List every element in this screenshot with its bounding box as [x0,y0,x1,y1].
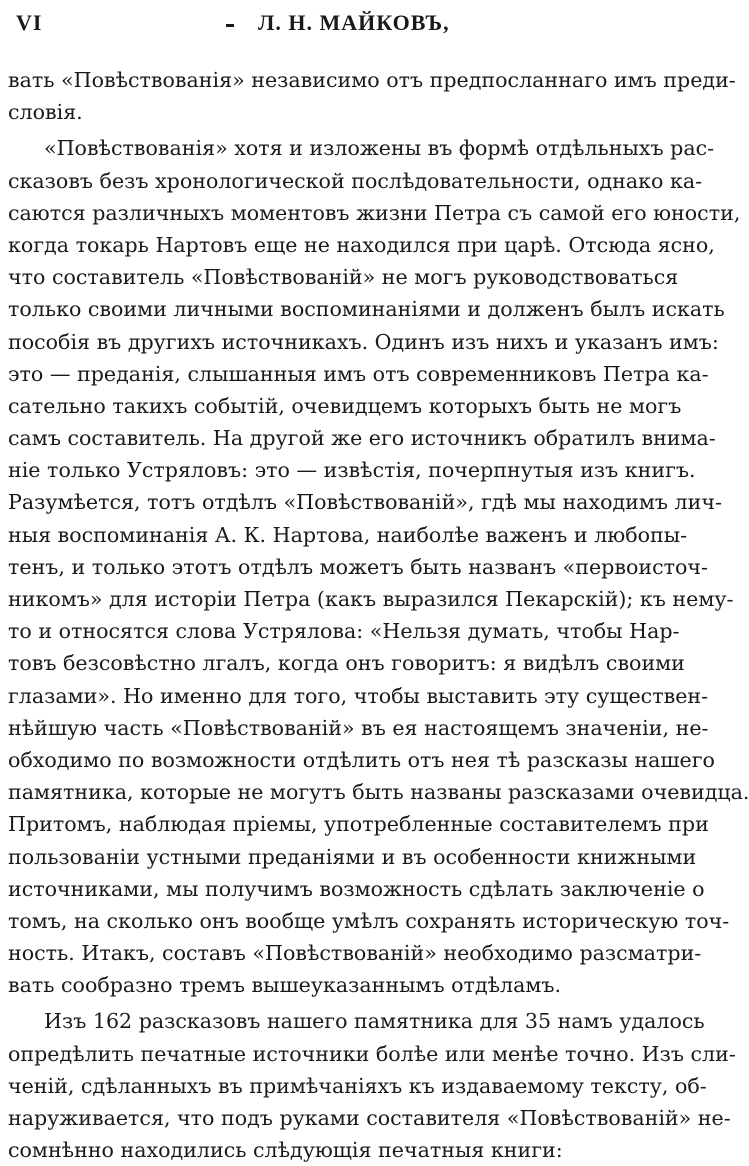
ornament-dash [226,24,234,27]
page-number: VI [16,10,43,35]
text-line: вать сообразно тремъ вышеуказаннымъ отдѣламъ. [8,973,562,998]
text-line: Притомъ, наблюдая пріемы, употребленные составителемъ при [8,812,709,837]
text-line: сательно такихъ событій, очевидцемъ которыхъ быть не могъ [8,393,682,418]
text-line: словія. [8,100,83,125]
text-line: Разумѣется, тотъ отдѣлъ «Повѣствованій», гдѣ мы находимъ лич- [8,490,722,515]
paragraph [8,132,749,1001]
text-line: тенъ, и только этотъ отдѣлъ можетъ быть названъ «первоисточ- [8,554,708,579]
text-line: наруживается, что подъ руками составителя «Повѣствованій» не- [8,1106,731,1130]
text-line: «Повѣствованія» хотя и изложены въ формѣ отдѣльныхъ рас- [44,136,715,161]
text-line: когда токарь Нартовъ еще не находился при царѣ. Отсюда ясно, [8,232,715,257]
text-line: ность. Итакъ, составъ «Повѣствованій» необходимо разсматри- [8,941,702,966]
text-line: Изъ 162 разсказовъ нашего памятника для 35 намъ удалось [44,1009,705,1034]
paragraph [8,1005,736,1166]
paragraph [8,64,736,128]
text-line: ніе только Устряловъ: это — извѣстія, почерпнутыя изъ книгъ. [8,458,696,483]
text-line: ныя воспоминанія А. К. Нартова, наиболѣе важенъ и любопы- [8,522,688,547]
text-line: памятника, которые не могутъ быть названы разсказами очевидца. [8,780,749,805]
text-line: это — преданія, слышанныя имъ отъ современниковъ Петра ка- [8,361,709,386]
text-line: нѣйшую часть «Повѣствованій» въ ея настоящемъ значеніи, не- [8,715,709,740]
text-line: обходимо по возможности отдѣлить отъ нея тѣ разсказы нашего [8,747,715,772]
text-line: томъ, на сколько онъ вообще умѣлъ сохранять историческую точ- [8,908,730,933]
running-title: Л. Н. МАЙКОВЪ, [258,10,450,35]
text-line: ченій, сдѣланныхъ въ примѣчаніяхъ къ издаваемому тексту, об- [8,1073,707,1098]
text-line: сомнѣнно находились слѣдующія печатныя книги: [8,1138,563,1163]
text-line: опредѣлить печатные источники болѣе или менѣе точно. Изъ сли- [8,1041,736,1066]
text-line: вать «Повѣствованія» независимо отъ предпосланнаго имъ преди- [8,68,736,92]
text-line: никомъ» для исторіи Петра (какъ выразился Пекарскій); къ нему- [8,587,734,611]
text-line: товъ безсовѣстно лгалъ, когда онъ говоритъ: я видѣлъ своими [8,651,685,676]
text-line: самъ составитель. На другой же его источникъ обратилъ внима- [8,426,716,451]
text-line: саются различныхъ моментовъ жизни Петра съ самой его юности, [8,200,741,225]
text-line: глазами». Но именно для того, чтобы выставить эту существен- [8,683,709,708]
text-line: источниками, мы получимъ возможность сдѣлать заключеніе о [8,876,705,901]
body-text [8,64,749,1166]
running-head [8,0,658,40]
text-line: сказовъ безъ хронологической послѣдовательности, однако ка- [8,168,703,193]
text-line: то и относятся слова Устрялова: «Нельзя думать, чтобы Нар- [8,619,680,644]
text-line: пользованіи устными преданіями и въ особенности книжными [8,844,697,869]
text-line: пособія въ другихъ источникахъ. Одинъ изъ нихъ и указанъ имъ: [8,329,719,354]
text-line: что составитель «Повѣствованій» не могъ руководствоваться [8,265,679,290]
text-line: только своими личными воспоминаніями и долженъ былъ искать [8,297,725,322]
